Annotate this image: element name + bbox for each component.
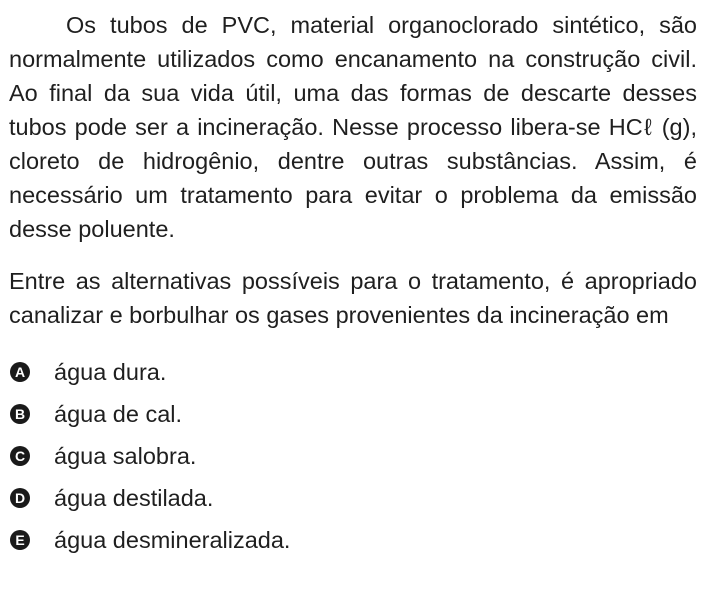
option-d-letter-icon: D xyxy=(10,488,30,508)
option-e-letter-icon: E xyxy=(10,530,30,550)
option-b-letter-icon: B xyxy=(10,404,30,424)
option-a[interactable] xyxy=(9,351,697,393)
option-a-letter-icon: A xyxy=(10,362,30,382)
option-d[interactable] xyxy=(9,477,697,519)
question-prompt-paragraph: Entre as alternativas possíveis para o tratamento, é apropriado canalizar e borbulhar os gases provenientes da incineração em xyxy=(9,268,697,328)
option-a-text: água dura. xyxy=(54,359,167,385)
question-page xyxy=(9,8,697,561)
option-e-text: água desmineralizada. xyxy=(54,527,291,553)
option-c[interactable] xyxy=(9,435,697,477)
option-b[interactable] xyxy=(9,393,697,435)
option-d-text: água destilada. xyxy=(54,485,214,511)
answer-options-list xyxy=(9,351,697,561)
option-c-letter-icon: C xyxy=(10,446,30,466)
question-context-paragraph: Os tubos de PVC, material organoclorado sintético, são normalmente utilizados como encanamento na construção civil. Ao final da sua vida útil, uma das formas de descarte desses tubos pode ser a incineração. Nesse processo libera-se HCℓ (g), cloreto de hidrogênio, dentre outras substâncias. Assim, é necessário um tratamento para evitar o problema da emissão desse poluente. xyxy=(9,12,697,242)
option-e[interactable] xyxy=(9,519,697,561)
option-c-text: água salobra. xyxy=(54,443,197,469)
option-b-text: água de cal. xyxy=(54,401,183,427)
